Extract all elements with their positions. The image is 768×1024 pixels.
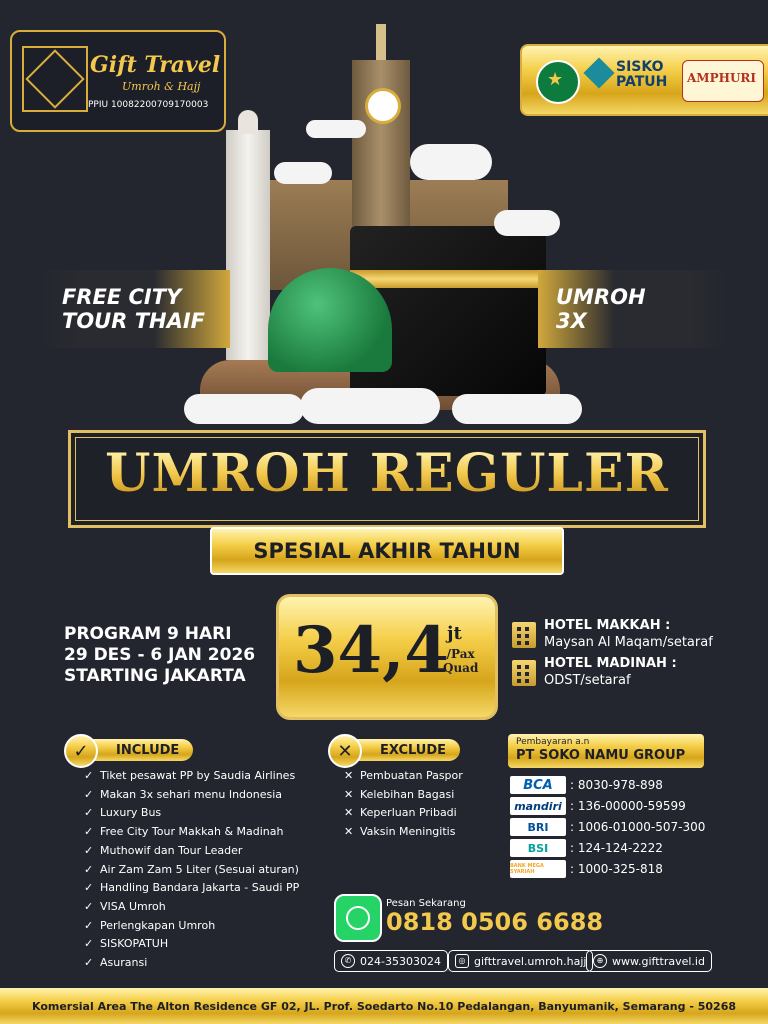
cloud xyxy=(494,210,560,236)
whatsapp-icon[interactable] xyxy=(334,894,382,942)
ribbon-left-text: FREE CITY TOUR THAIF xyxy=(62,285,206,333)
hotel-building-icon xyxy=(512,660,536,686)
bank-number-mandiri: : 136-00000-59599 xyxy=(570,799,686,813)
clock-icon xyxy=(365,88,401,124)
cross-icon: ✕ xyxy=(344,769,354,782)
phone-icon: ✆ xyxy=(341,954,355,968)
check-icon: ✓ xyxy=(84,881,94,895)
price-per-pax: /Pax Quad xyxy=(443,647,479,675)
payment-label: Pembayaran a.n xyxy=(516,737,590,747)
bank-number-bsi: : 124-124-2222 xyxy=(570,841,663,855)
kemenag-icon: ★ xyxy=(536,60,580,104)
bank-logo-bri: BRI xyxy=(510,818,566,836)
check-icon: ✓ xyxy=(84,899,94,913)
title-frame xyxy=(68,430,706,528)
check-icon: ✓ xyxy=(84,806,94,820)
list-item: ✓ Muthowif dan Tour Leader xyxy=(84,842,299,861)
cloud xyxy=(306,120,366,138)
price-unit: jt xyxy=(447,623,462,644)
check-icon: ✓ xyxy=(84,787,94,801)
check-icon: ✓ xyxy=(84,843,94,857)
payment-company: PT SOKO NAMU GROUP xyxy=(516,748,686,763)
program-info xyxy=(64,624,255,687)
cloud xyxy=(410,144,492,180)
payment-recipient xyxy=(508,734,704,768)
amphuri-logo: AMPHURI xyxy=(682,60,764,102)
subtitle-banner: SPESIAL AKHIR TAHUN xyxy=(210,527,564,575)
page-title: UMROH REGULER xyxy=(71,443,703,504)
holy-sites-illustration xyxy=(0,0,768,430)
cross-icon: ✕ xyxy=(328,734,362,768)
instagram-icon: ◎ xyxy=(455,954,469,968)
list-item: ✓ Free City Tour Makkah & Madinah xyxy=(84,823,299,842)
check-icon: ✓ xyxy=(84,769,94,782)
brand-tagline: Umroh & Hajj xyxy=(122,80,201,93)
check-icon: ✓ xyxy=(64,734,98,768)
instagram-chip[interactable]: ◎ gifttravel.umroh.hajj xyxy=(448,950,593,972)
bank-logo-bca: BCA xyxy=(510,776,566,794)
landline-chip[interactable]: ✆ 024-35303024 xyxy=(334,950,448,972)
bank-number-mega-syariah: : 1000-325-818 xyxy=(570,862,663,876)
list-item: ✓ Handling Bandara Jakarta - Saudi PP xyxy=(84,879,299,898)
list-item: ✓ Perlengkapan Umroh xyxy=(84,917,299,936)
list-item: ✕ Kelebihan Bagasi xyxy=(344,786,463,805)
cloud xyxy=(452,394,582,424)
exclude-label: EXCLUDE xyxy=(346,739,460,761)
bank-number-bca: : 8030-978-898 xyxy=(570,778,663,792)
cross-icon: ✕ xyxy=(344,825,354,839)
bank-logo-mandiri: mandiri xyxy=(510,797,566,815)
order-now-label: Pesan Sekarang xyxy=(386,898,466,909)
list-item: ✕ Pembuatan Paspor xyxy=(344,767,463,786)
list-item: ✕ Keperluan Pribadi xyxy=(344,804,463,823)
list-item: ✓ Tiket pesawat PP by Saudia Airlines xyxy=(84,767,299,786)
price-value: 34,4 xyxy=(293,613,449,688)
clock-tower xyxy=(352,60,410,240)
footer-address: Komersial Area The Alton Residence GF 02, JL. Prof. Soedarto No.10 Pedalangan, Banyumanik, Semarang - 50268 xyxy=(0,988,768,1024)
list-item: ✕ Vaksin Meningitis xyxy=(344,823,463,842)
include-label: INCLUDE xyxy=(82,739,193,761)
bank-logo-mega-syariah: BANK MEGA SYARIAH xyxy=(510,860,566,878)
cloud xyxy=(300,388,440,424)
brand-license: PPIU 10082200709170003 xyxy=(88,100,209,110)
cloud xyxy=(274,162,332,184)
price-badge xyxy=(276,594,498,720)
check-icon: ✓ xyxy=(84,956,94,970)
cross-icon: ✕ xyxy=(344,806,354,820)
check-icon: ✓ xyxy=(84,862,94,876)
cross-icon: ✕ xyxy=(344,787,354,801)
ribbon-umroh-3x xyxy=(538,270,728,348)
exclude-list xyxy=(344,767,463,842)
bank-number-bri: : 1006-01000-507-300 xyxy=(570,820,706,834)
list-item: ✓ SISKOPATUH xyxy=(84,935,299,954)
check-icon: ✓ xyxy=(84,937,94,951)
list-item: ✓ Luxury Bus xyxy=(84,804,299,823)
include-list xyxy=(84,767,299,973)
siskopatuh-logo: SISKO PATUH xyxy=(616,59,668,90)
program-duration: PROGRAM 9 HARI xyxy=(64,624,232,644)
list-item: ✓ Asuransi xyxy=(84,954,299,973)
website-chip[interactable]: ⊕ www.gifttravel.id xyxy=(586,950,712,972)
minaret xyxy=(226,130,270,360)
bank-logo-bsi: BSI xyxy=(510,839,566,857)
program-departure: STARTING JAKARTA xyxy=(64,666,246,686)
hotel-building-icon xyxy=(512,622,536,648)
cloud xyxy=(184,394,304,424)
list-item: ✓ VISA Umroh xyxy=(84,898,299,917)
check-icon: ✓ xyxy=(84,825,94,839)
list-item: ✓ Air Zam Zam 5 Liter (Sesuai aturan) xyxy=(84,861,299,880)
list-item: ✓ Makan 3x sehari menu Indonesia xyxy=(84,786,299,805)
program-dates: 29 DES - 6 JAN 2026 xyxy=(64,645,256,665)
ribbon-right-text: UMROH 3X xyxy=(556,285,646,333)
hotel-makkah-heading: HOTEL MAKKAH : xyxy=(544,618,671,633)
brand-name: Gift Travel xyxy=(90,52,221,78)
hotel-makkah-value: Maysan Al Maqam/setaraf xyxy=(544,635,713,650)
hotel-madinah-value: ODST/setaraf xyxy=(544,673,631,688)
whatsapp-number[interactable]: 0818 0506 6688 xyxy=(386,908,604,936)
hotel-madinah-heading: HOTEL MADINAH : xyxy=(544,656,677,671)
check-icon: ✓ xyxy=(84,918,94,932)
ribbon-free-city-tour xyxy=(40,270,230,348)
tower-spire xyxy=(376,24,386,64)
globe-icon: ⊕ xyxy=(593,954,607,968)
